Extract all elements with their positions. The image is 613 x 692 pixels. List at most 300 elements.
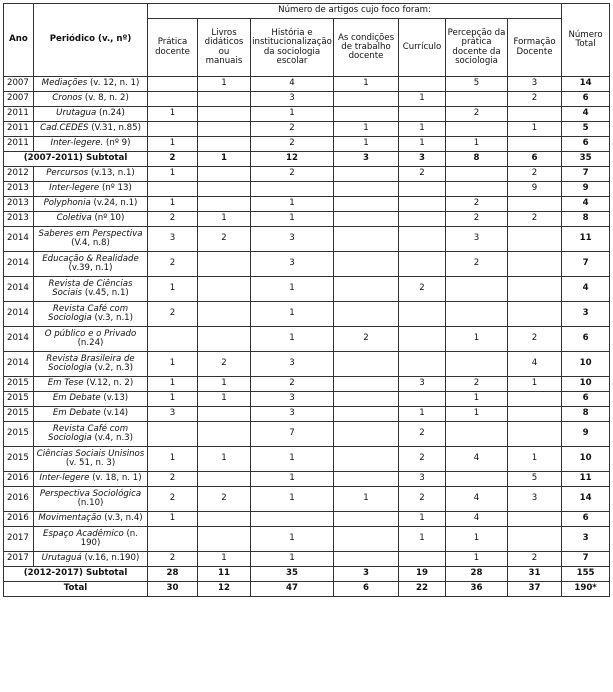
cell-value: 2 — [508, 327, 562, 352]
cell-value: 6 — [508, 152, 562, 167]
cell-value: 1 — [446, 392, 508, 407]
cell-value — [334, 552, 399, 567]
cell-value: 4 — [446, 487, 508, 512]
periodico-volume: (v. 51, n. 3) — [65, 458, 116, 468]
cell-value: 2 — [508, 92, 562, 107]
header-col-historia: História e institucionalização da sociologia escolar — [251, 19, 334, 77]
periodico-volume: (v.3, n.1) — [91, 313, 133, 323]
cell-value: 1 — [198, 152, 251, 167]
cell-value: 1 — [251, 302, 334, 327]
cell-value: 2 — [399, 277, 446, 302]
cell-ano: 2013 — [4, 182, 34, 197]
cell-value — [334, 472, 399, 487]
cell-value: 4 — [508, 352, 562, 377]
cell-periodico — [34, 447, 148, 472]
cell-value — [399, 392, 446, 407]
periodico-volume: (v.13) — [100, 393, 129, 404]
cell-value: 1 — [148, 167, 198, 182]
cell-periodico — [34, 107, 148, 122]
cell-value: 2 — [508, 552, 562, 567]
cell-ano: 2015 — [4, 377, 34, 392]
cell-value: 2 — [251, 122, 334, 137]
periodico-volume: (n.24) — [77, 338, 104, 348]
cell-value — [334, 392, 399, 407]
cell-value: 1 — [399, 137, 446, 152]
table-row — [4, 422, 610, 447]
cell-value: 1 — [399, 407, 446, 422]
cell-total: 6 — [562, 92, 610, 107]
cell-value: 1 — [251, 487, 334, 512]
cell-value — [334, 197, 399, 212]
cell-value — [334, 182, 399, 197]
periodico-name: Cad.CEDES — [40, 123, 89, 134]
cell-ano: 2013 — [4, 212, 34, 227]
cell-ano: 2014 — [4, 302, 34, 327]
cell-value: 2 — [251, 377, 334, 392]
cell-value: 1 — [148, 512, 198, 527]
cell-value — [334, 352, 399, 377]
header-col-condicoes: As condições de trabalho docente — [334, 19, 399, 77]
cell-value: 12 — [198, 582, 251, 597]
table-row — [4, 212, 610, 227]
cell-value — [508, 137, 562, 152]
cell-value: 30 — [148, 582, 198, 597]
cell-value: 3 — [251, 392, 334, 407]
cell-periodico — [34, 182, 148, 197]
periodico-volume: (v. 18, n. 1) — [89, 473, 142, 484]
cell-value: 2 — [251, 137, 334, 152]
cell-ano: 2012 — [4, 167, 34, 182]
cell-value — [399, 197, 446, 212]
cell-ano: 2011 — [4, 122, 34, 137]
cell-value — [508, 512, 562, 527]
periodico-name: O público e o Privado — [44, 328, 137, 339]
table-row — [4, 167, 610, 182]
cell-periodico — [34, 352, 148, 377]
cell-value — [251, 512, 334, 527]
cell-total: 155 — [562, 567, 610, 582]
cell-value — [508, 302, 562, 327]
cell-total: 5 — [562, 122, 610, 137]
cell-total: 9 — [562, 422, 610, 447]
cell-value: 3 — [251, 352, 334, 377]
periodico-volume: (v.39, n.1) — [68, 263, 113, 273]
cell-value — [334, 512, 399, 527]
table-row — [4, 512, 610, 527]
cell-value — [508, 422, 562, 447]
cell-value: 7 — [251, 422, 334, 447]
cell-value — [334, 302, 399, 327]
table-row — [4, 447, 610, 472]
cell-ano: 2014 — [4, 277, 34, 302]
cell-ano: 2014 — [4, 352, 34, 377]
cell-value: 2 — [446, 197, 508, 212]
cell-value — [198, 422, 251, 447]
periodico-name: Revista de Ciências Sociais — [48, 278, 133, 298]
table-row — [4, 277, 610, 302]
table-row — [4, 302, 610, 327]
cell-value — [334, 92, 399, 107]
cell-ano: 2014 — [4, 227, 34, 252]
cell-value — [198, 122, 251, 137]
cell-value — [148, 92, 198, 107]
cell-value: 36 — [446, 582, 508, 597]
subtotal-row — [4, 582, 610, 597]
header-periodico: Periódico (v., nº) — [34, 4, 148, 77]
periodico-name: Polyphonia — [43, 198, 91, 209]
table-body — [4, 77, 610, 597]
cell-periodico — [34, 422, 148, 447]
cell-periodico — [34, 487, 148, 512]
cell-value — [198, 167, 251, 182]
cell-value — [508, 392, 562, 407]
cell-value: 1 — [198, 212, 251, 227]
periodico-name: Cronos — [52, 93, 83, 104]
cell-value: 2 — [334, 327, 399, 352]
cell-ano: 2007 — [4, 77, 34, 92]
cell-value — [198, 107, 251, 122]
cell-periodico — [34, 512, 148, 527]
header-group: Número de artigos cujo foco foram: — [148, 4, 562, 19]
cell-value — [334, 107, 399, 122]
cell-total: 35 — [562, 152, 610, 167]
cell-value: 1 — [399, 92, 446, 107]
cell-total: 7 — [562, 552, 610, 567]
cell-value: 1 — [446, 137, 508, 152]
cell-value — [508, 227, 562, 252]
cell-value: 2 — [148, 152, 198, 167]
cell-value: 11 — [198, 567, 251, 582]
cell-value: 2 — [148, 252, 198, 277]
cell-value: 2 — [446, 212, 508, 227]
cell-total: 11 — [562, 227, 610, 252]
periodico-volume: (nº 9) — [103, 138, 131, 149]
cell-value — [399, 227, 446, 252]
cell-ano: 2015 — [4, 392, 34, 407]
cell-value — [148, 422, 198, 447]
periodico-volume: (v.14) — [100, 408, 129, 419]
periodico-volume: (n. 190) — [80, 528, 138, 548]
cell-value: 1 — [251, 527, 334, 552]
periodico-volume: (V.12, n. 2) — [83, 378, 134, 389]
cell-periodico — [34, 167, 148, 182]
cell-value: 1 — [148, 392, 198, 407]
periodico-name: Urutagua — [56, 108, 97, 119]
cell-value — [399, 552, 446, 567]
cell-value — [446, 422, 508, 447]
cell-value: 1 — [508, 122, 562, 137]
periodico-name: Perspectiva Sociológica — [39, 488, 142, 499]
cell-value — [334, 377, 399, 392]
cell-total: 6 — [562, 137, 610, 152]
cell-value — [446, 352, 508, 377]
periodico-volume: (v.13, n.1) — [88, 168, 135, 179]
cell-value: 2 — [399, 447, 446, 472]
cell-value: 1 — [198, 392, 251, 407]
cell-value: 31 — [508, 567, 562, 582]
cell-value: 3 — [251, 252, 334, 277]
cell-value: 47 — [251, 582, 334, 597]
cell-value — [198, 197, 251, 212]
header-col-formacao: Formação Docente — [508, 19, 562, 77]
table-row — [4, 182, 610, 197]
cell-total: 10 — [562, 447, 610, 472]
periodico-volume: (v.24, n.1) — [90, 198, 138, 209]
cell-value: 1 — [251, 212, 334, 227]
cell-value: 1 — [251, 552, 334, 567]
cell-value — [399, 252, 446, 277]
cell-value — [198, 302, 251, 327]
cell-value: 1 — [251, 327, 334, 352]
cell-value: 1 — [334, 77, 399, 92]
cell-value: 1 — [399, 527, 446, 552]
cell-value: 5 — [446, 77, 508, 92]
cell-ano: 2014 — [4, 252, 34, 277]
cell-periodico — [34, 212, 148, 227]
cell-value: 28 — [148, 567, 198, 582]
cell-total: 8 — [562, 407, 610, 422]
cell-ano: 2016 — [4, 472, 34, 487]
periodico-volume: (v.45, n.1) — [82, 288, 129, 298]
cell-value: 1 — [446, 407, 508, 422]
header-col-percepcao: Percepção da prática docente da sociologia — [446, 19, 508, 77]
cell-total: 11 — [562, 472, 610, 487]
cell-total: 9 — [562, 182, 610, 197]
cell-value — [198, 182, 251, 197]
periodico-name: Inter-legere — [39, 473, 90, 484]
cell-value: 1 — [334, 122, 399, 137]
cell-total: 3 — [562, 302, 610, 327]
header-col-pratica: Prática docente — [148, 19, 198, 77]
cell-value: 19 — [399, 567, 446, 582]
table-row — [4, 107, 610, 122]
header-col-curriculo: Currículo — [399, 19, 446, 77]
cell-total: 6 — [562, 512, 610, 527]
cell-value: 2 — [251, 167, 334, 182]
cell-value — [198, 327, 251, 352]
cell-value: 37 — [508, 582, 562, 597]
cell-value: 1 — [508, 447, 562, 472]
periodico-name: Coletiva — [56, 213, 92, 224]
cell-value: 1 — [446, 552, 508, 567]
cell-ano: 2016 — [4, 487, 34, 512]
cell-value: 1 — [251, 277, 334, 302]
periodico-volume: (V.31, n.85) — [88, 123, 141, 134]
periodico-name: Inter-legere. — [50, 138, 104, 149]
cell-periodico — [34, 392, 148, 407]
cell-total: 6 — [562, 392, 610, 407]
cell-value — [334, 227, 399, 252]
periodico-name: Ciências Sociais Unisinos — [36, 448, 145, 459]
cell-periodico — [34, 197, 148, 212]
cell-value — [148, 327, 198, 352]
cell-value: 1 — [148, 352, 198, 377]
periodico-name: Em Debate — [52, 393, 101, 404]
cell-value — [148, 182, 198, 197]
cell-periodico — [34, 407, 148, 422]
cell-periodico — [34, 252, 148, 277]
periodico-name: Revista Café com Sociologia — [47, 423, 129, 443]
cell-value: 1 — [446, 527, 508, 552]
cell-value: 9 — [508, 182, 562, 197]
cell-value: 28 — [446, 567, 508, 582]
cell-value: 1 — [198, 377, 251, 392]
cell-value: 2 — [148, 472, 198, 487]
cell-value: 3 — [399, 377, 446, 392]
cell-periodico — [34, 302, 148, 327]
cell-total: 7 — [562, 252, 610, 277]
cell-value — [148, 77, 198, 92]
subtotal-label: (2012-2017) Subtotal — [4, 567, 148, 582]
cell-value: 3 — [148, 227, 198, 252]
periodico-volume: (nº 13) — [99, 183, 132, 194]
cell-value — [334, 212, 399, 227]
cell-value: 2 — [148, 487, 198, 512]
periodico-volume: (v.16, n.190) — [81, 553, 140, 564]
cell-ano: 2015 — [4, 407, 34, 422]
cell-value — [334, 167, 399, 182]
cell-total: 14 — [562, 487, 610, 512]
cell-value — [334, 447, 399, 472]
cell-value — [334, 407, 399, 422]
cell-value: 1 — [148, 107, 198, 122]
subtotal-label: Total — [4, 582, 148, 597]
table-row — [4, 122, 610, 137]
table-row — [4, 392, 610, 407]
cell-value: 1 — [334, 137, 399, 152]
cell-value: 2 — [446, 107, 508, 122]
cell-value: 2 — [198, 227, 251, 252]
cell-value: 1 — [251, 197, 334, 212]
cell-value: 5 — [508, 472, 562, 487]
cell-periodico — [34, 122, 148, 137]
cell-value: 1 — [446, 327, 508, 352]
cell-value: 2 — [198, 352, 251, 377]
cell-value: 1 — [251, 472, 334, 487]
cell-value — [508, 527, 562, 552]
periodico-volume: (nº 10) — [91, 213, 125, 224]
periodico-volume: (v. 8, n. 2) — [82, 93, 129, 104]
cell-value: 4 — [446, 447, 508, 472]
periodico-volume: (v. 12, n. 1) — [87, 78, 140, 89]
table-row — [4, 77, 610, 92]
cell-value — [399, 77, 446, 92]
cell-periodico — [34, 227, 148, 252]
cell-value: 2 — [446, 252, 508, 277]
cell-value: 1 — [148, 277, 198, 302]
cell-value — [148, 122, 198, 137]
cell-periodico — [34, 277, 148, 302]
cell-total: 7 — [562, 167, 610, 182]
cell-periodico — [34, 552, 148, 567]
cell-value: 3 — [399, 152, 446, 167]
cell-value: 1 — [148, 377, 198, 392]
header-col-livros: Livros didáticos ou manuais — [198, 19, 251, 77]
cell-value: 1 — [198, 77, 251, 92]
table-row — [4, 137, 610, 152]
cell-value — [198, 407, 251, 422]
subtotal-row — [4, 567, 610, 582]
cell-value — [508, 197, 562, 212]
cell-value: 12 — [251, 152, 334, 167]
cell-value: 2 — [399, 422, 446, 447]
header-total: Número Total — [562, 4, 610, 77]
subtotal-row — [4, 152, 610, 167]
periodico-name: Urutaguá — [41, 553, 82, 564]
periodico-volume: (v.2, n.3) — [91, 363, 133, 373]
cell-value — [399, 327, 446, 352]
cell-value: 1 — [148, 137, 198, 152]
cell-ano: 2011 — [4, 137, 34, 152]
cell-value — [446, 302, 508, 327]
cell-value — [334, 277, 399, 302]
cell-ano: 2016 — [4, 512, 34, 527]
cell-value — [198, 137, 251, 152]
cell-value: 3 — [399, 472, 446, 487]
table-row — [4, 327, 610, 352]
cell-total: 10 — [562, 352, 610, 377]
cell-periodico — [34, 137, 148, 152]
cell-value: 3 — [508, 77, 562, 92]
cell-ano: 2017 — [4, 527, 34, 552]
cell-ano: 2015 — [4, 447, 34, 472]
cell-value: 6 — [334, 582, 399, 597]
cell-value — [334, 422, 399, 447]
cell-value: 1 — [148, 447, 198, 472]
cell-total: 14 — [562, 77, 610, 92]
cell-value — [198, 472, 251, 487]
cell-value: 3 — [334, 152, 399, 167]
cell-total: 10 — [562, 377, 610, 392]
table-row — [4, 407, 610, 422]
cell-value — [198, 92, 251, 107]
cell-value — [508, 277, 562, 302]
periodico-name: Movimentação — [38, 513, 102, 524]
cell-ano: 2014 — [4, 327, 34, 352]
cell-value: 1 — [399, 512, 446, 527]
cell-value: 35 — [251, 567, 334, 582]
cell-ano: 2013 — [4, 197, 34, 212]
cell-value: 1 — [399, 122, 446, 137]
cell-value — [198, 277, 251, 302]
cell-periodico — [34, 92, 148, 107]
cell-value: 2 — [399, 487, 446, 512]
cell-value: 2 — [508, 167, 562, 182]
periodico-volume: (n.24) — [96, 108, 125, 119]
cell-value: 1 — [334, 487, 399, 512]
periodico-name: Educação & Realidade — [42, 253, 139, 264]
cell-value — [446, 182, 508, 197]
periodico-name: Em Tese — [47, 378, 84, 389]
cell-value: 1 — [508, 377, 562, 392]
cell-periodico — [34, 77, 148, 92]
articles-table — [3, 3, 610, 597]
cell-value — [446, 472, 508, 487]
periodico-name: Mediações — [41, 78, 88, 89]
cell-periodico — [34, 327, 148, 352]
cell-total: 4 — [562, 197, 610, 212]
cell-total: 3 — [562, 527, 610, 552]
table-row — [4, 472, 610, 487]
cell-value — [399, 182, 446, 197]
periodico-volume: (V.4, n.8) — [71, 238, 110, 248]
cell-value — [198, 252, 251, 277]
cell-value: 3 — [334, 567, 399, 582]
cell-value: 3 — [508, 487, 562, 512]
cell-value — [198, 512, 251, 527]
cell-value: 1 — [148, 197, 198, 212]
table-row — [4, 197, 610, 212]
